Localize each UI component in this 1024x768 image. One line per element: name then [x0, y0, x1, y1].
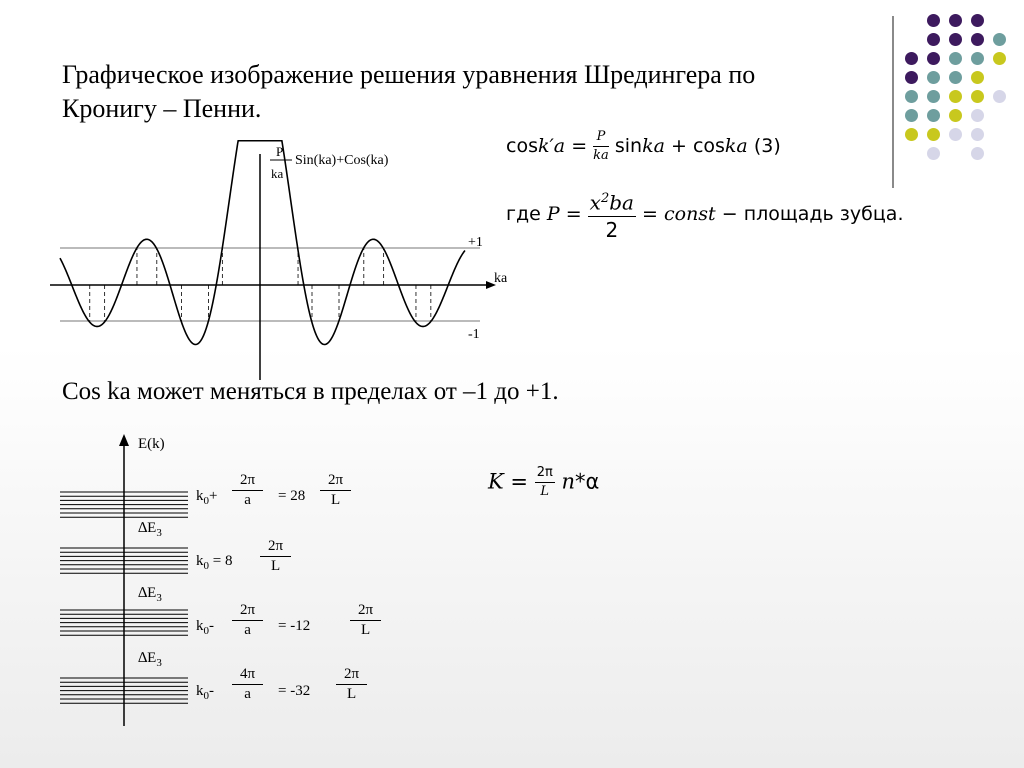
y-label-numerator: P — [276, 144, 284, 159]
gap-label-1: $\Delta E_3$ — [138, 520, 162, 539]
x-axis-label: ka — [494, 271, 508, 286]
energy-axis-label: E(k) — [138, 436, 165, 452]
decorative-dot — [971, 90, 984, 103]
level-4-fraction-a: 4π a — [232, 666, 263, 703]
function-curve — [60, 141, 465, 345]
decorative-dot — [927, 52, 940, 65]
level-1-fraction-a: 2π a — [232, 472, 263, 509]
level-1-k: $k_0+$ — [196, 488, 218, 507]
decorative-divider — [892, 16, 894, 188]
plus-one-label: +1 — [468, 235, 483, 250]
decorative-dot — [971, 71, 984, 84]
equation-3: cosk′a = $\frac{P}{ka}$ sinka + coska (3) — [506, 129, 781, 163]
decorative-dot — [905, 52, 918, 65]
decorative-dot — [971, 14, 984, 27]
level-3-fraction-l: 2π L — [350, 602, 381, 639]
level-1-value: = 28 — [278, 488, 306, 504]
level-2-k: $k_0 = 8$ — [196, 553, 233, 572]
decorative-dot — [971, 109, 984, 122]
decorative-dot — [927, 90, 940, 103]
level-3-value: = -12 — [278, 618, 311, 634]
energy-axis-arrow — [119, 434, 129, 446]
decorative-dot — [949, 52, 962, 65]
level-4-k: $k_0-$ — [196, 683, 214, 702]
decorative-dot — [993, 52, 1006, 65]
level-3-k: $k_0-$ — [196, 618, 214, 637]
decorative-dot — [927, 147, 940, 160]
y-label-denominator: ka — [271, 166, 284, 181]
decorative-dot — [949, 128, 962, 141]
decorative-dot — [905, 128, 918, 141]
decorative-dot — [993, 33, 1006, 46]
energy-band-diagram — [50, 430, 210, 730]
decorative-dot — [993, 90, 1006, 103]
decorative-dot — [927, 109, 940, 122]
decorative-dot — [949, 109, 962, 122]
k-formula: K = $\frac{2\pi}{L}$ n*α — [488, 465, 600, 499]
gap-label-3: $\Delta E_3$ — [138, 650, 162, 669]
decorative-dot — [927, 14, 940, 27]
decorative-dot — [971, 33, 984, 46]
level-2-fraction-l: 2π L — [260, 538, 291, 575]
slide-title: Графическое изображение решения уравнения Шредингера по Кронигу – Пенни. — [62, 60, 756, 123]
curve-label: Sin(ka)+Cos(ka) — [295, 153, 389, 168]
decorative-dot — [949, 33, 962, 46]
decorative-dot — [949, 71, 962, 84]
range-statement: Cos ka может меняться в пределах от –1 до +1. — [62, 378, 559, 405]
decorative-dot — [905, 90, 918, 103]
kronig-penney-graph — [40, 140, 520, 380]
level-3-fraction-a: 2π a — [232, 602, 263, 639]
level-1-fraction-l: 2π L — [320, 472, 351, 509]
gap-label-2: $\Delta E_3$ — [138, 585, 162, 604]
p-definition: где P = $\frac{x^2ba}{2}$ = const − площадь зубца. — [506, 186, 903, 243]
decorative-dot — [949, 90, 962, 103]
level-4-value: = -32 — [278, 683, 311, 699]
decorative-dot — [905, 71, 918, 84]
decorative-dot — [927, 71, 940, 84]
minus-one-label: -1 — [468, 327, 480, 342]
decorative-dot — [971, 52, 984, 65]
decorative-dot — [905, 109, 918, 122]
decorative-dot — [971, 147, 984, 160]
decorative-dot — [927, 128, 940, 141]
decorative-dot — [927, 33, 940, 46]
decorative-dot — [949, 14, 962, 27]
decorative-dot — [971, 128, 984, 141]
decorative-dot-grid — [905, 14, 1015, 164]
level-4-fraction-l: 2π L — [336, 666, 367, 703]
